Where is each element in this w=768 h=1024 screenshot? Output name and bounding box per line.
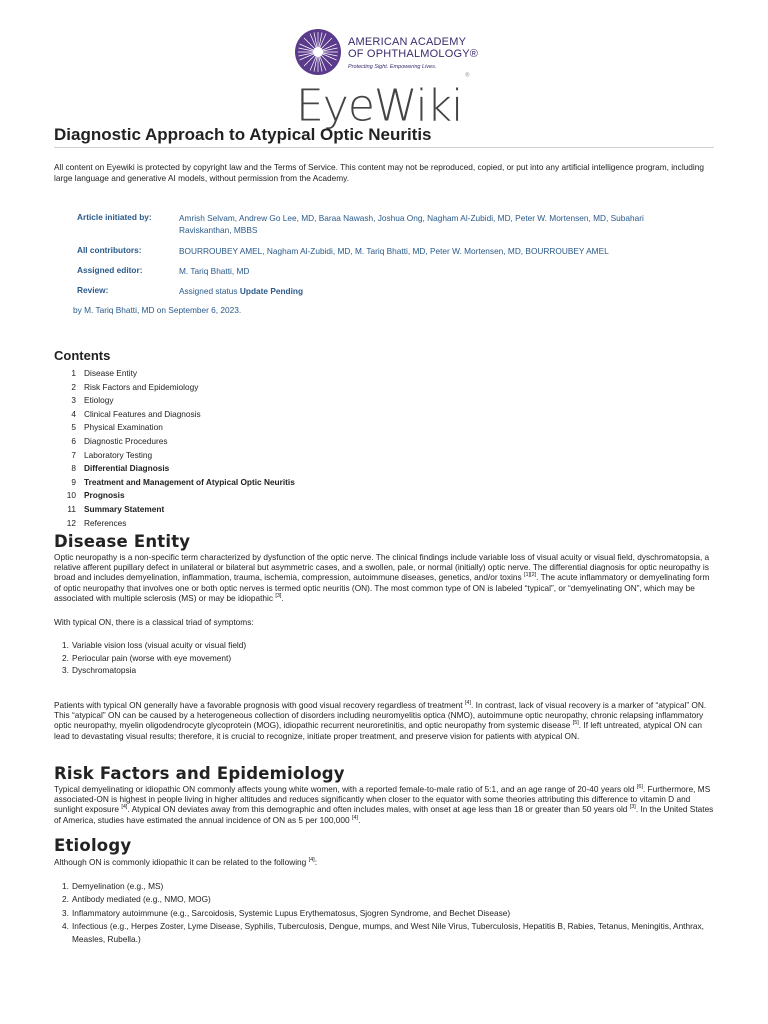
- text-run: . In contrast, lack of visual recovery is a marker of “atypical” ON. This “atypical” ON can be caused by a heterogeneous collection of disorders including neuromyelitis optica (NMO), autoimmune optic neuropathy, chronic relapsing inflammatory optic neuropathy, myelin oligodendrocyte glycoprotein (MOG), idiopathic recurrent neuroretinitis, and optic neuropathy from systemic disease: [54, 700, 707, 731]
- site-name: EyeWiki: [296, 80, 463, 132]
- disease-entity-paragraph-3: [54, 700, 714, 741]
- section-heading-risk-factors: Risk Factors and Epidemiology: [54, 764, 345, 783]
- site-header: [0, 0, 768, 132]
- citation-link[interactable]: [1][2]: [523, 572, 537, 579]
- toc-number: 9: [71, 476, 76, 487]
- meta-contributors[interactable]: BOURROUBEY AMEL, Nagham Al-Zubidi, MD, M. Tariq Bhatti, MD, Peter W. Mortensen, MD, BOURROUBEY AMEL: [179, 246, 609, 256]
- contents-title: Contents: [54, 348, 111, 363]
- copyright-notice: All content on Eyewiki is protected by copyright law and the Terms of Service. This content may not be reproduced, copied, or put into any artificial intelligence program, including large language and generative AI models, without permission from the Academy.: [54, 162, 704, 183]
- citation-link[interactable]: [6]: [636, 784, 643, 790]
- text-run: Although ON is commonly idiopathic it can be related to the following: [54, 857, 309, 867]
- section-heading-etiology: Etiology: [54, 836, 132, 855]
- text-run: . The acute inflammatory or demyelinating form of optic neuropathy that involves one or both optic nerves is termed optic neuritis (ON). The most common type of ON is labeled “typical”, or “demyelinating ON”, which may be associated with multiple sclerosis (MS) or may be idiopathic: [54, 572, 710, 603]
- text-run: Patients with typical ON generally have a favorable prognosis with good visual recovery regardless of treatment: [54, 700, 465, 710]
- list-number: 2.: [62, 894, 69, 905]
- academy-name: [348, 36, 478, 60]
- list-item: [62, 920, 712, 947]
- toc-number: 3: [71, 395, 76, 406]
- list-number: 1.: [62, 640, 69, 650]
- title-divider: [54, 147, 714, 148]
- toc-link[interactable]: Summary Statement: [84, 503, 165, 514]
- toc-link[interactable]: Differential Diagnosis: [84, 463, 170, 474]
- citation-link[interactable]: [4]: [351, 814, 359, 821]
- list-item: [62, 880, 712, 893]
- meta-initiated-authors[interactable]: Amrish Selvam, Andrew Go Lee, MD, Baraa Nawash, Joshua Ong, Nagham Al-Zubidi, MD, Peter W. Mortensen, MD, Subahari Raviskanthan, MBBS: [179, 213, 644, 235]
- toc-number: 2: [71, 381, 76, 392]
- toc-link[interactable]: Physical Examination: [84, 422, 163, 433]
- risk-factors-paragraph: [54, 784, 714, 825]
- list-item-text: Inflammatory autoimmune (e.g., Sarcoidosis, Systemic Lupus Erythematosus, Sjogren Syndrome, and Bechet Disease): [72, 907, 511, 918]
- meta-editor[interactable]: M. Tariq Bhatti, MD: [179, 266, 250, 276]
- toc-link[interactable]: Disease Entity: [84, 368, 138, 378]
- list-item-text: Periocular pain (worse with eye movement): [72, 652, 232, 663]
- text-run: Typical demyelinating or idiopathic ON commonly affects young white women, with a reported female-to-male ratio of 5:1, and an age range of 20-40 years old: [54, 784, 637, 794]
- citation-link[interactable]: [3]: [629, 804, 636, 811]
- list-item: [62, 664, 712, 677]
- text-run: Optic neuropathy is a non-specific term characterized by dysfunction of the optic nerve. The clinical findings include variable loss of visual acuity or visual field, dyschromatopsia, a relative afferent pupillary defect in unilateral or bilateral but asymmetric cases, and a swollen, pale, or normal (initially) optic nerve. The differential diagnosis for optic neuropathy is broad and includes demyelination, inflammation, trauma, ischemia, compression, autoimmune diseases, genetics, and/or toxins: [54, 552, 710, 583]
- toc-link[interactable]: Treatment and Management of Atypical Optic Neuritis: [84, 476, 295, 487]
- toc-link[interactable]: Etiology: [84, 395, 114, 406]
- list-item: [62, 893, 712, 906]
- toc-link[interactable]: Clinical Features and Diagnosis: [84, 408, 201, 419]
- text-run: . If left untreated, atypical ON can lead to devastating visual results; therefore, it is crucial to recognize, initiate proper treatment, and preserve vision for patients with atypical ON.: [54, 720, 702, 741]
- disease-entity-paragraph-2: With typical ON, there is a classical triad of symptoms:: [54, 617, 254, 627]
- toc-number: 6: [71, 435, 76, 446]
- toc-link[interactable]: Prognosis: [84, 490, 125, 501]
- toc-number: 7: [71, 449, 76, 460]
- toc-number: 11: [67, 503, 76, 514]
- toc-number: 4: [71, 408, 76, 419]
- list-number: 3.: [62, 665, 69, 675]
- toc-link[interactable]: Laboratory Testing: [84, 449, 153, 460]
- review-byline: by M. Tariq Bhatti, MD on September 6, 2023.: [73, 305, 242, 315]
- text-run: . In the United States of America, studies have estimated the annual incidence of ON as 5 per 100,000: [54, 804, 714, 825]
- citation-link[interactable]: [4]: [464, 700, 472, 706]
- academy-name-line1: AMERICAN ACADEMY: [348, 36, 467, 48]
- academy-logo-icon[interactable]: [294, 28, 342, 76]
- citation-link[interactable]: [4]: [308, 857, 315, 863]
- meta-label: Article initiated by:: [77, 212, 152, 222]
- list-number: 3.: [62, 907, 69, 918]
- meta-label: Assigned editor:: [77, 265, 143, 275]
- list-item-text: Infectious (e.g., Herpes Zoster, Lyme Disease, Syphilis, Tuberculosis, Dengue, mumps, and West Nile Virus, Tuberculosis, Hepatitis B, Rabies, Tetanus, Meningitis, Anthrax, Measles, Rubella.): [72, 920, 704, 945]
- list-number: 2.: [62, 652, 69, 663]
- list-item: [62, 652, 712, 665]
- academy-name-line2: OF OPHTHALMOLOGY®: [348, 48, 479, 60]
- toc-number: 8: [71, 463, 76, 474]
- text-run: .: [281, 592, 284, 603]
- list-item-text: Antibody mediated (e.g., NMO, MOG): [72, 894, 211, 905]
- toc-link[interactable]: Diagnostic Procedures: [84, 435, 168, 446]
- page-title: Diagnostic Approach to Atypical Optic Neuritis: [54, 125, 432, 144]
- toc-link[interactable]: References: [84, 517, 127, 528]
- registered-mark: ®: [464, 72, 470, 79]
- list-item-text: Dyschromatopsia: [72, 665, 137, 675]
- toc-link[interactable]: Risk Factors and Epidemiology: [84, 381, 199, 392]
- text-run: :: [314, 857, 318, 867]
- list-item: [62, 639, 712, 652]
- list-number: 1.: [62, 881, 69, 891]
- academy-tagline: Protecting Sight. Empowering Lives.: [348, 64, 437, 70]
- citation-link[interactable]: [3]: [275, 592, 282, 599]
- list-item: [62, 907, 712, 920]
- citation-link[interactable]: [4]: [121, 804, 128, 811]
- text-run: . Atypical ON deviates away from this demographic and often includes males, with onset at age less than 18 or greater than 50 years old: [127, 804, 630, 815]
- meta-label: Review:: [77, 285, 109, 295]
- disease-entity-paragraph-1: [54, 552, 714, 603]
- review-prefix: Assigned status: [179, 286, 238, 296]
- toc-number: 1: [71, 368, 76, 378]
- meta-label: All contributors:: [77, 245, 142, 255]
- toc-number: 10: [66, 490, 76, 501]
- symptom-triad-list: [62, 639, 712, 677]
- list-item-text: Variable vision loss (visual acuity or visual field): [72, 640, 247, 650]
- list-number: 4.: [62, 920, 69, 931]
- etiology-list: [62, 880, 712, 946]
- toc-number: 12: [66, 517, 76, 528]
- citation-link[interactable]: [5]: [572, 720, 579, 727]
- site-logo-text[interactable]: [296, 72, 470, 132]
- review-status[interactable]: Update Pending: [239, 286, 304, 296]
- text-run: .: [358, 814, 361, 825]
- section-heading-disease-entity: Disease Entity: [54, 532, 191, 551]
- toc-number: 5: [71, 422, 76, 433]
- etiology-intro: [54, 857, 714, 867]
- meta-review: [179, 285, 669, 297]
- list-item-text: Demyelination (e.g., MS): [72, 881, 164, 891]
- text-run: . Furthermore, MS associated-ON is highest in people living in higher altitudes and reduces significantly when closer to the equator with some theories attributing this difference to vitamin D and sunlight exposure: [54, 784, 711, 815]
